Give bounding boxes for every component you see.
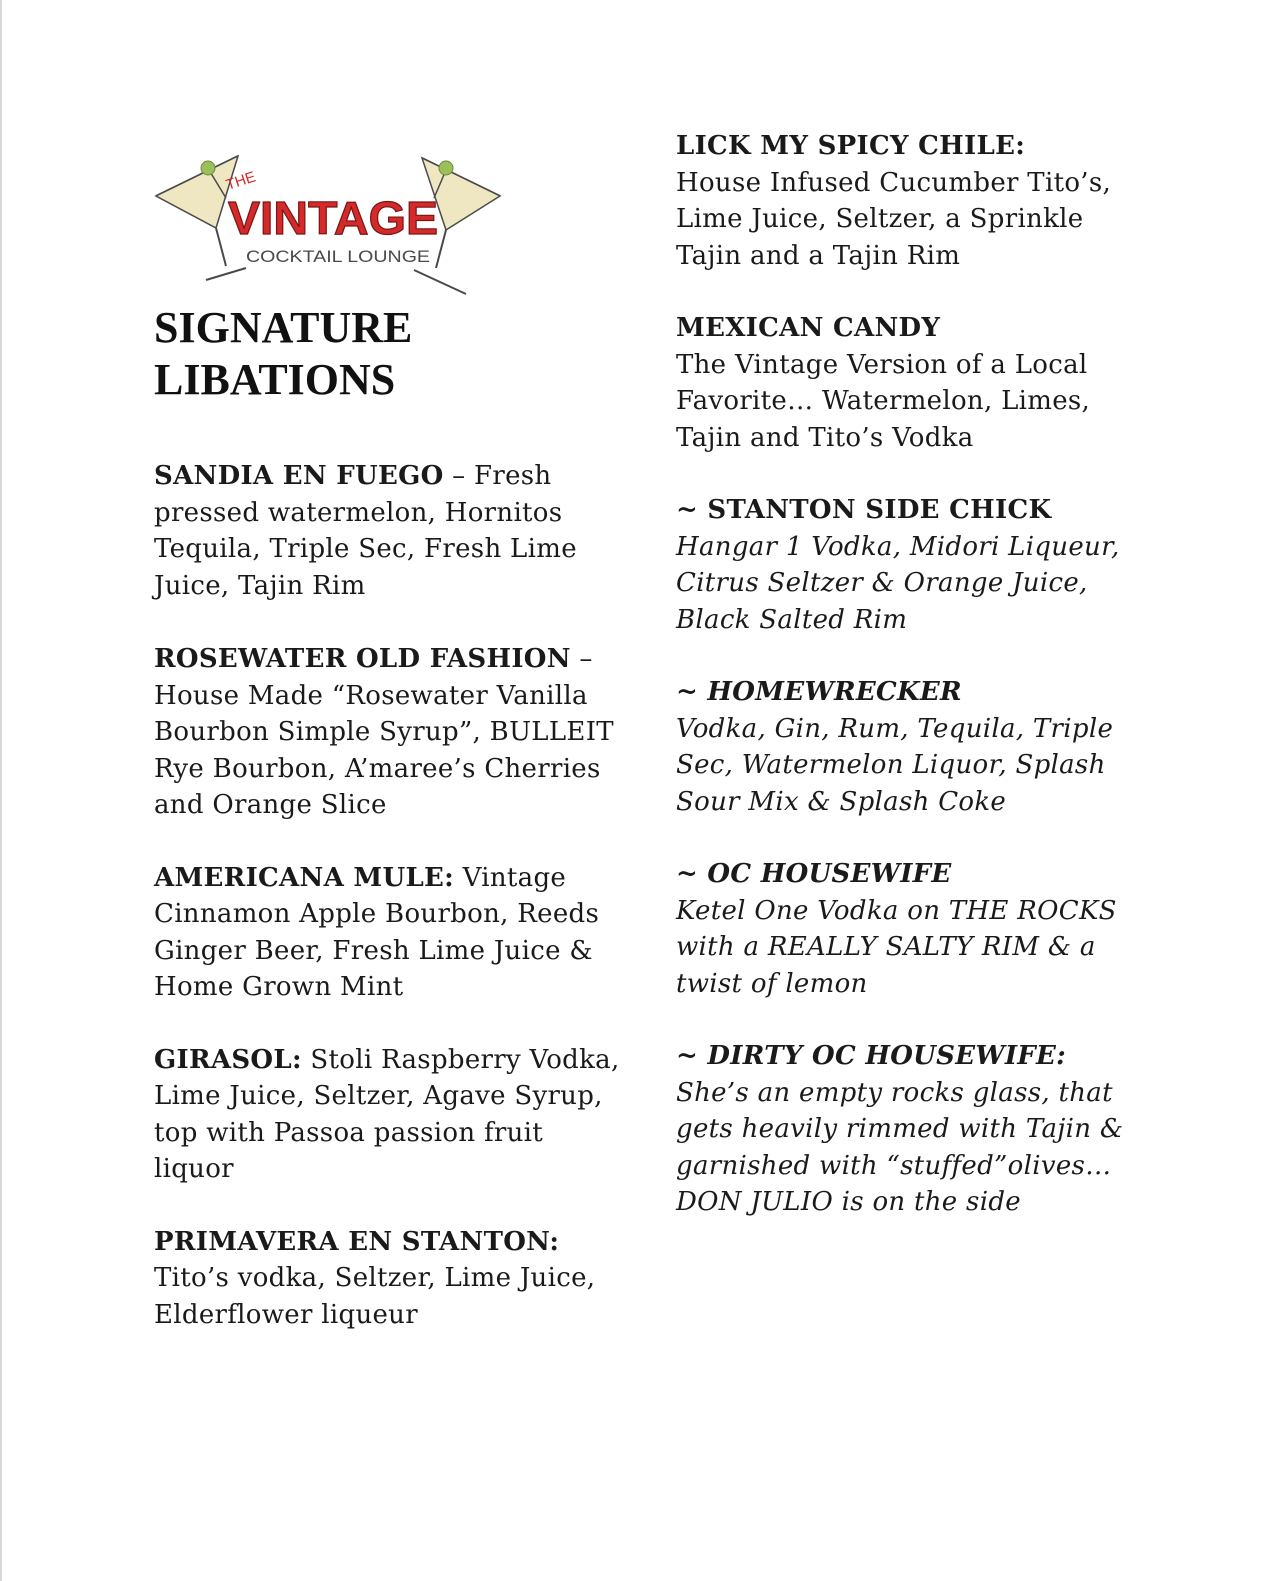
drink-description: She’s an empty rocks glass, that gets heavily rimmed with Tajin & garnished with “stuffed”olives… DON JULIO is on the side <box>676 1077 1124 1217</box>
drink-item <box>676 128 1146 274</box>
left-drink-list <box>154 458 624 1333</box>
drink-description: Vodka, Gin, Rum, Tequila, Triple Sec, Watermelon Liquor, Splash Sour Mix & Splash Coke <box>676 713 1114 817</box>
drink-name: LICK MY SPICY CHILE: <box>676 131 1026 161</box>
drink-description: Ketel One Vodka on THE ROCKS with a REALLY SALTY RIM & a twist of lemon <box>676 895 1117 999</box>
drink-description: – Fresh pressed watermelon, Hornitos Tequila, Triple Sec, Fresh Lime Juice, Tajin Rim <box>154 461 577 601</box>
drink-name: ROSEWATER OLD FASHION <box>154 644 571 674</box>
drink-item <box>154 458 624 604</box>
drink-name: ~ STANTON SIDE CHICK <box>676 495 1052 525</box>
drink-description: – House Made “Rosewater Vanilla Bourbon Simple Syrup”, BULLEIT Rye Bourbon, A’maree’s Cherries and Orange Slice <box>154 644 614 820</box>
drink-item <box>676 856 1146 1002</box>
drink-name: PRIMAVERA EN STANTON: <box>154 1226 560 1257</box>
drink-item <box>154 1224 624 1334</box>
drink-name: ~ DIRTY OC HOUSEWIFE: <box>676 1041 1067 1071</box>
logo-vintage-text: VINTAGE <box>228 192 438 244</box>
drink-description: Stoli Raspberry Vodka, Lime Juice, Seltzer, Agave Syrup, top with Passoa passion fruit liquor <box>154 1044 620 1184</box>
page-title-line-2: LIBATIONS <box>154 355 396 404</box>
page-title <box>154 302 624 406</box>
drink-item <box>676 310 1146 456</box>
drink-description: Hangar 1 Vodka, Midori Liqueur, Citrus Seltzer & Orange Juice, Black Salted Rim <box>676 531 1120 635</box>
drink-name: MEXICAN CANDY <box>676 313 941 343</box>
drink-item <box>154 641 624 824</box>
drink-item <box>676 492 1146 638</box>
drink-name: ~ HOMEWRECKER <box>676 677 962 707</box>
logo-sub-text: COCKTAIL LOUNGE <box>246 247 430 266</box>
vintage-cocktail-lounge-logo <box>154 150 504 300</box>
right-column <box>676 128 1146 1257</box>
drink-description: Vintage Cinnamon Apple Bourbon, Reeds Ginger Beer, Fresh Lime Juice & Home Grown Mint <box>154 862 600 1002</box>
drink-name: ~ OC HOUSEWIFE <box>676 859 952 889</box>
drink-item <box>676 674 1146 820</box>
drink-name: AMERICANA MULE: <box>154 862 455 893</box>
drink-description: The Vintage Version of a Local Favorite… Watermelon, Limes, Tajin and Tito’s Vodka <box>676 349 1091 453</box>
drink-name: SANDIA EN FUEGO <box>154 461 444 491</box>
left-column <box>154 150 624 1369</box>
page-title-line-1: SIGNATURE <box>154 303 413 352</box>
page-edge <box>0 0 2 1581</box>
logo-the-text: THE <box>223 168 258 194</box>
drink-description: Tito’s vodka, Seltzer, Lime Juice, Elderflower liqueur <box>154 1263 596 1330</box>
drink-item <box>154 1042 624 1188</box>
drink-item <box>676 1038 1146 1221</box>
drink-item <box>154 860 624 1006</box>
drink-name: GIRASOL: <box>154 1044 302 1075</box>
drink-description: House Infused Cucumber Tito’s, Lime Juice, Seltzer, a Sprinkle Tajin and a Tajin Rim <box>676 167 1112 271</box>
